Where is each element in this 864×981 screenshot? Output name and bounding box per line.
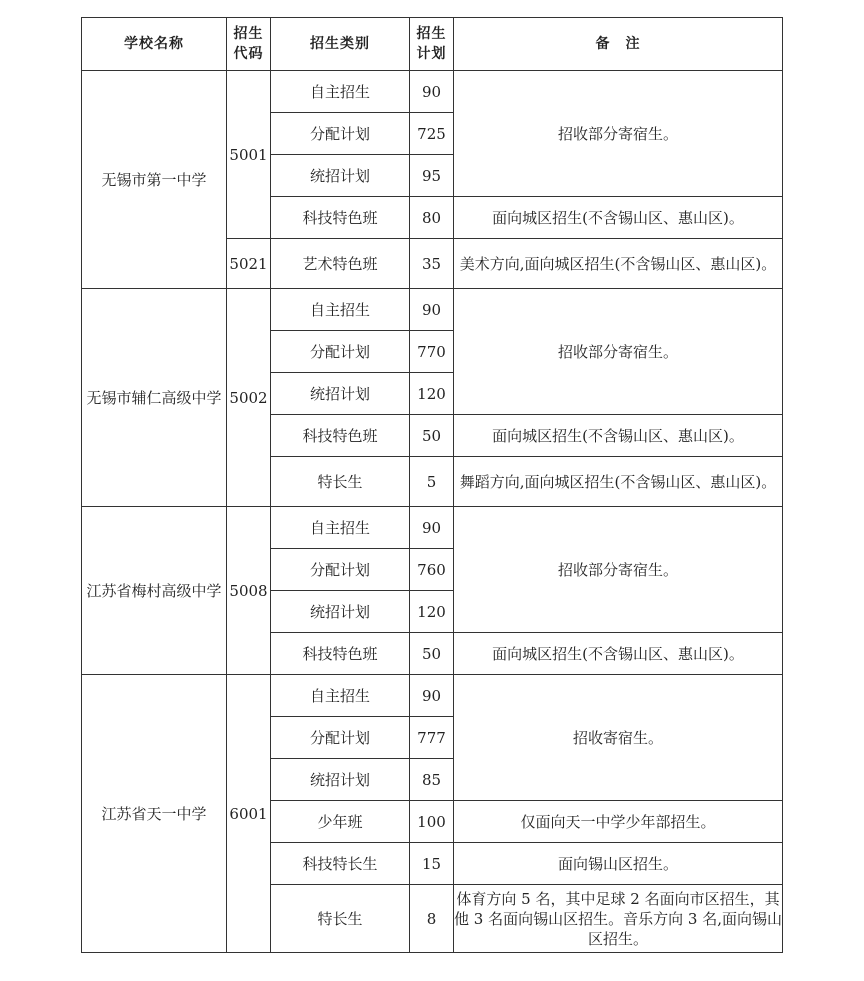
plan-cell: 90 [410, 289, 454, 331]
plan-cell: 120 [410, 591, 454, 633]
header-code-line2: 代码 [233, 46, 264, 62]
category-cell: 自主招生 [271, 71, 410, 113]
note-cell: 招收部分寄宿生。 [454, 71, 783, 197]
category-cell: 科技特长生 [271, 843, 410, 885]
category-cell: 统招计划 [271, 155, 410, 197]
category-cell: 科技特色班 [271, 633, 410, 675]
category-cell: 分配计划 [271, 717, 410, 759]
note-cell: 招收部分寄宿生。 [454, 507, 783, 633]
header-school: 学校名称 [82, 18, 227, 71]
admissions-table [81, 17, 783, 953]
plan-cell: 100 [410, 801, 454, 843]
note-cell: 面向城区招生(不含锡山区、惠山区)。 [454, 415, 783, 457]
header-code-line1: 招生 [233, 26, 264, 42]
header-plan-line2: 计划 [416, 46, 447, 62]
header-code [227, 18, 271, 71]
school-code: 5021 [227, 239, 271, 289]
plan-cell: 777 [410, 717, 454, 759]
category-cell: 统招计划 [271, 591, 410, 633]
plan-cell: 760 [410, 549, 454, 591]
table-row [82, 507, 783, 549]
category-cell: 分配计划 [271, 113, 410, 155]
header-plan [410, 18, 454, 71]
note-cell: 美术方向,面向城区招生(不含锡山区、惠山区)。 [454, 239, 783, 289]
plan-cell: 5 [410, 457, 454, 507]
plan-cell: 85 [410, 759, 454, 801]
note-cell: 面向锡山区招生。 [454, 843, 783, 885]
plan-cell: 50 [410, 633, 454, 675]
header-plan-line1: 招生 [416, 26, 447, 42]
plan-cell: 725 [410, 113, 454, 155]
category-cell: 统招计划 [271, 373, 410, 415]
plan-cell: 80 [410, 197, 454, 239]
note-cell: 舞蹈方向,面向城区招生(不含锡山区、惠山区)。 [454, 457, 783, 507]
note-cell: 面向城区招生(不含锡山区、惠山区)。 [454, 633, 783, 675]
plan-cell: 770 [410, 331, 454, 373]
school-name: 无锡市第一中学 [82, 71, 227, 289]
header-category: 招生类别 [271, 18, 410, 71]
category-cell: 分配计划 [271, 549, 410, 591]
category-cell: 特长生 [271, 457, 410, 507]
school-code: 5002 [227, 289, 271, 507]
school-name: 无锡市辅仁高级中学 [82, 289, 227, 507]
table-row [82, 289, 783, 331]
note-cell: 面向城区招生(不含锡山区、惠山区)。 [454, 197, 783, 239]
plan-cell: 8 [410, 885, 454, 953]
category-cell: 自主招生 [271, 507, 410, 549]
note-cell: 体育方向 5 名，其中足球 2 名面向市区招生，其他 3 名面向锡山区招生。音乐方向 3 名,面向锡山区招生。 [454, 885, 783, 953]
plan-cell: 90 [410, 507, 454, 549]
category-cell: 自主招生 [271, 675, 410, 717]
plan-cell: 15 [410, 843, 454, 885]
category-cell: 分配计划 [271, 331, 410, 373]
category-cell: 自主招生 [271, 289, 410, 331]
school-code: 5008 [227, 507, 271, 675]
plan-cell: 50 [410, 415, 454, 457]
category-cell: 特长生 [271, 885, 410, 953]
school-name: 江苏省梅村高级中学 [82, 507, 227, 675]
school-name: 江苏省天一中学 [82, 675, 227, 953]
table-row [82, 71, 783, 113]
plan-cell: 95 [410, 155, 454, 197]
table-header-row [82, 18, 783, 71]
category-cell: 统招计划 [271, 759, 410, 801]
category-cell: 少年班 [271, 801, 410, 843]
category-cell: 科技特色班 [271, 415, 410, 457]
category-cell: 科技特色班 [271, 197, 410, 239]
note-cell: 招收部分寄宿生。 [454, 289, 783, 415]
school-code: 5001 [227, 71, 271, 239]
plan-cell: 90 [410, 675, 454, 717]
table-row [82, 675, 783, 717]
category-cell: 艺术特色班 [271, 239, 410, 289]
school-code: 6001 [227, 675, 271, 953]
header-note: 备 注 [454, 18, 783, 71]
note-cell: 招收寄宿生。 [454, 675, 783, 801]
plan-cell: 35 [410, 239, 454, 289]
plan-cell: 120 [410, 373, 454, 415]
note-cell: 仅面向天一中学少年部招生。 [454, 801, 783, 843]
plan-cell: 90 [410, 71, 454, 113]
